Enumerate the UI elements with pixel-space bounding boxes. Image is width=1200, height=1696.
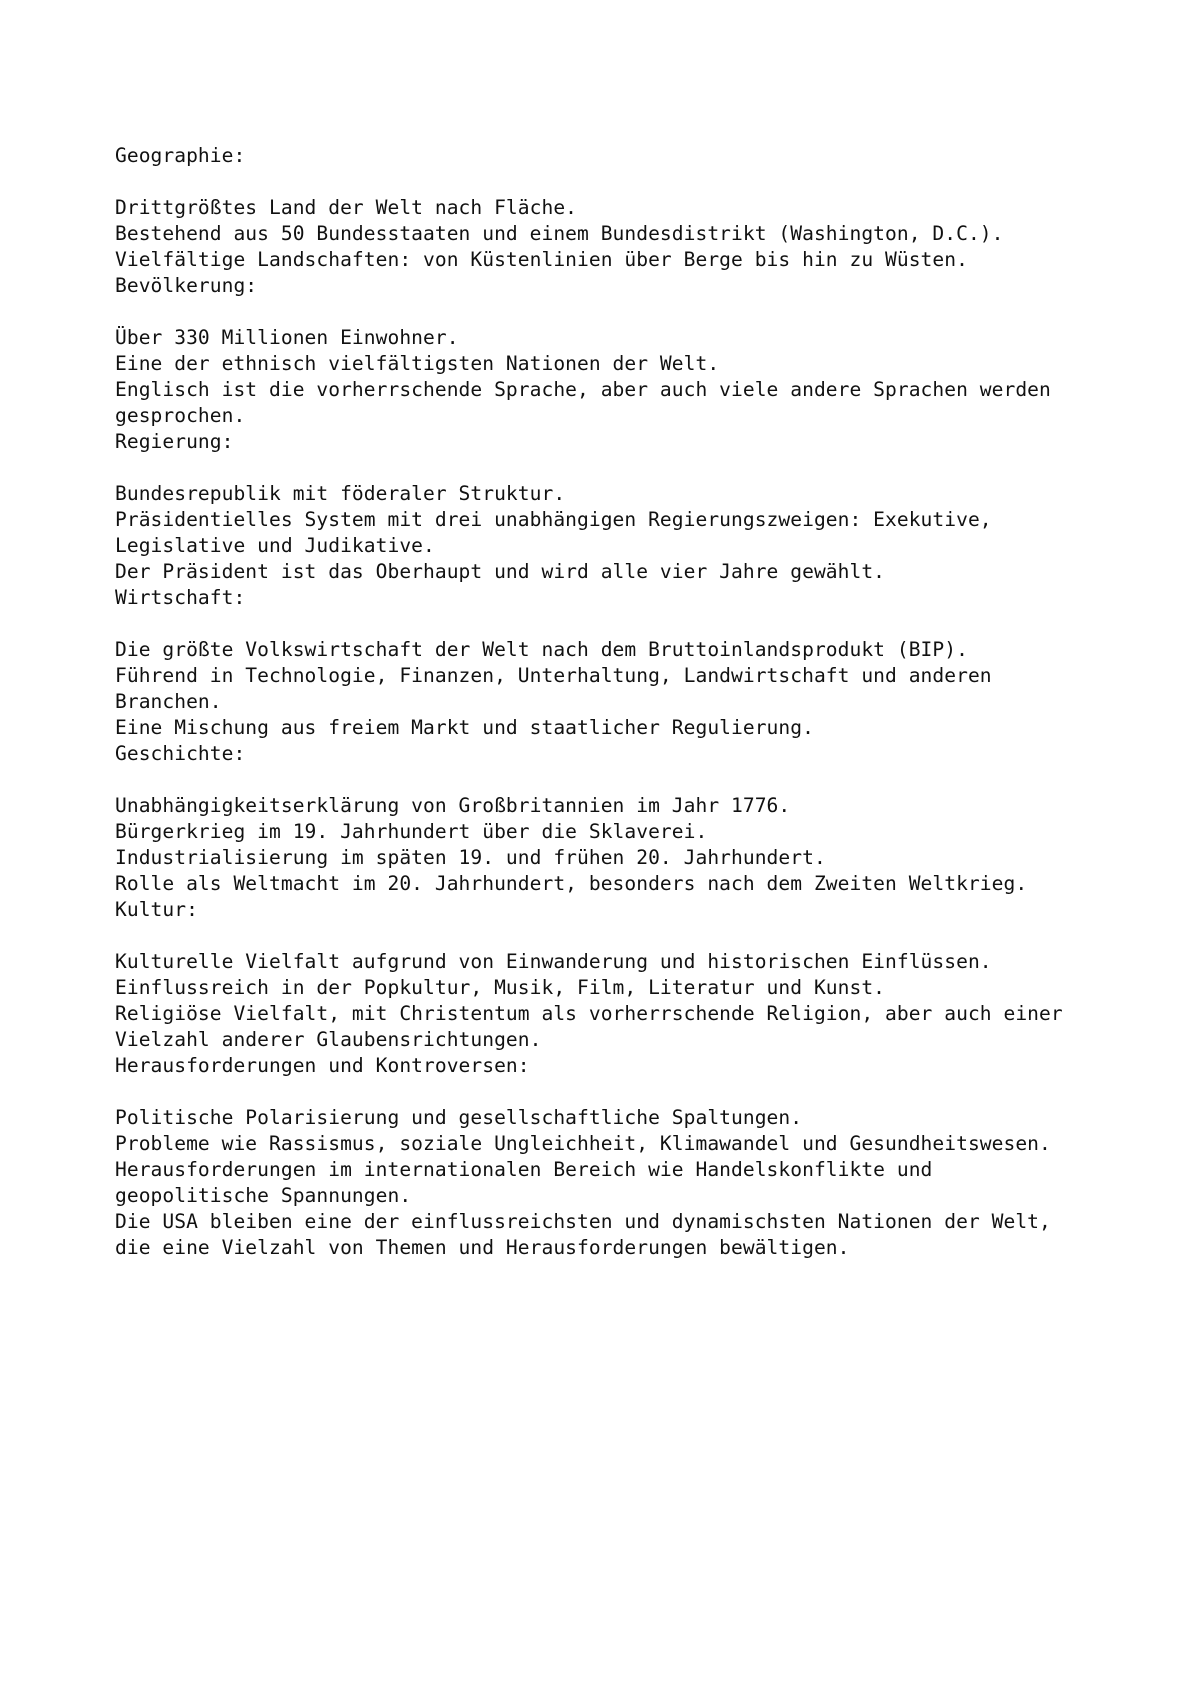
blank-line [115, 299, 1125, 325]
text-line: Kultur: [115, 898, 198, 921]
text-line: Probleme wie Rassismus, soziale Ungleichheit, Klimawandel und Gesundheitswesen. [115, 1132, 1051, 1155]
text-line: Führend in Technologie, Finanzen, Unterhaltung, Landwirtschaft und anderen [115, 664, 992, 687]
text-line: Regierung: [115, 430, 234, 453]
text-line: Religiöse Vielfalt, mit Christentum als vorherrschende Religion, aber auch einer [115, 1002, 1063, 1025]
text-line: geopolitische Spannungen. [115, 1184, 412, 1207]
text-line: Einflussreich in der Popkultur, Musik, Film, Literatur und Kunst. [115, 976, 886, 999]
text-line: Rolle als Weltmacht im 20. Jahrhundert, besonders nach dem Zweiten Weltkrieg. [115, 872, 1028, 895]
text-line: Industrialisierung im späten 19. und frühen 20. Jahrhundert. [115, 846, 826, 869]
text-line: Eine der ethnisch vielfältigsten Nationen der Welt. [115, 352, 720, 375]
blank-line [115, 611, 1125, 637]
blank-line [115, 455, 1125, 481]
text-line: Legislative und Judikative. [115, 534, 435, 557]
text-line: Kulturelle Vielfalt aufgrund von Einwanderung und historischen Einflüssen. [115, 950, 992, 973]
document-text-body [115, 143, 1125, 1261]
text-line: Drittgrößtes Land der Welt nach Fläche. [115, 196, 578, 219]
text-line: Über 330 Millionen Einwohner. [115, 326, 459, 349]
text-line: Wirtschaft: [115, 586, 246, 609]
text-line: Präsidentielles System mit drei unabhängigen Regierungszweigen: Exekutive, [115, 508, 992, 531]
text-line: Vielfältige Landschaften: von Küstenlinien über Berge bis hin zu Wüsten. [115, 248, 968, 271]
text-line: Bürgerkrieg im 19. Jahrhundert über die Sklaverei. [115, 820, 708, 843]
text-line: Englisch ist die vorherrschende Sprache, aber auch viele andere Sprachen werden [115, 378, 1051, 401]
text-line: Unabhängigkeitserklärung von Großbritannien im Jahr 1776. [115, 794, 791, 817]
text-line: Die USA bleiben eine der einflussreichsten und dynamischsten Nationen der Welt, [115, 1210, 1051, 1233]
text-line: Bestehend aus 50 Bundesstaaten und einem Bundesdistrikt (Washington, D.C.). [115, 222, 1004, 245]
text-line: Der Präsident ist das Oberhaupt und wird alle vier Jahre gewählt. [115, 560, 886, 583]
text-line: Branchen. [115, 690, 222, 713]
text-line: Herausforderungen im internationalen Bereich wie Handelskonflikte und [115, 1158, 933, 1181]
blank-line [115, 767, 1125, 793]
blank-line [115, 1079, 1125, 1105]
text-line: gesprochen. [115, 404, 246, 427]
text-line: Geographie: [115, 144, 246, 167]
text-line: Geschichte: [115, 742, 246, 765]
text-line: Vielzahl anderer Glaubensrichtungen. [115, 1028, 542, 1051]
text-line: Politische Polarisierung und gesellschaftliche Spaltungen. [115, 1106, 803, 1129]
blank-line [115, 923, 1125, 949]
text-line: Bevölkerung: [115, 274, 258, 297]
text-line: die eine Vielzahl von Themen und Herausforderungen bewältigen. [115, 1236, 850, 1259]
text-line: Herausforderungen und Kontroversen: [115, 1054, 530, 1077]
blank-line [115, 169, 1125, 195]
text-line: Die größte Volkswirtschaft der Welt nach dem Bruttoinlandsprodukt (BIP). [115, 638, 968, 661]
text-line: Eine Mischung aus freiem Markt und staatlicher Regulierung. [115, 716, 814, 739]
text-line: Bundesrepublik mit föderaler Struktur. [115, 482, 566, 505]
